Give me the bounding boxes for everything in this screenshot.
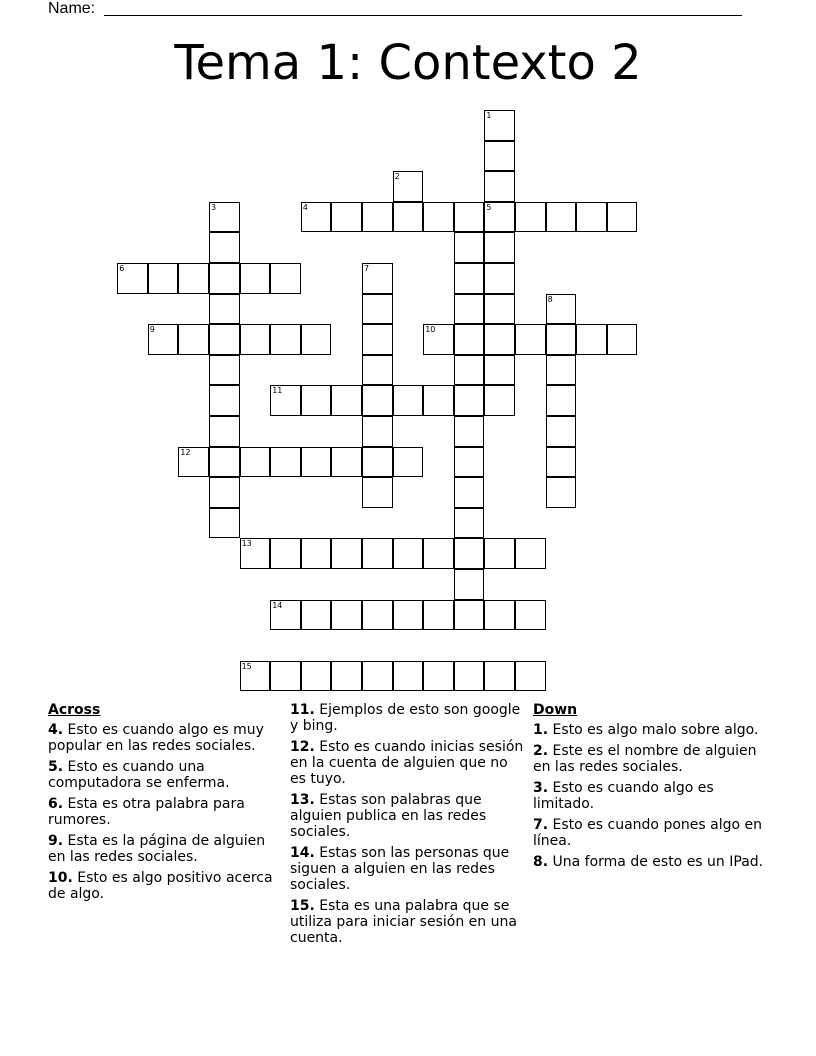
clue-item xyxy=(48,833,280,865)
crossword-cell[interactable] xyxy=(209,263,240,294)
crossword-cell[interactable] xyxy=(454,538,485,569)
crossword-cell[interactable] xyxy=(546,416,577,447)
crossword-cell[interactable] xyxy=(362,447,393,478)
crossword-cell[interactable] xyxy=(331,447,362,478)
crossword-cell[interactable] xyxy=(393,202,424,233)
clue-item-text: Esto es algo positivo acerca de algo. xyxy=(48,870,273,902)
clue-number: 9 xyxy=(149,325,155,335)
clue-item-text: Esto es cuando una computadora se enferma. xyxy=(48,759,230,791)
clue-number: 6 xyxy=(119,264,125,273)
clue-number: 8 xyxy=(547,294,553,304)
crossword-cell[interactable] xyxy=(117,263,148,294)
crossword-cell[interactable] xyxy=(393,171,424,202)
crossword-cell[interactable] xyxy=(454,202,485,233)
crossword-cell[interactable] xyxy=(607,324,638,355)
crossword-cell[interactable] xyxy=(209,447,240,478)
crossword-cell[interactable] xyxy=(423,202,454,233)
crossword-cell[interactable] xyxy=(301,661,332,692)
crossword-cell[interactable] xyxy=(362,294,393,325)
crossword-cell[interactable] xyxy=(515,600,546,631)
crossword-cell[interactable] xyxy=(515,661,546,692)
clue-item-number: 12. xyxy=(290,739,315,755)
clue-item-number: 2. xyxy=(533,743,549,759)
clue-number: 11 xyxy=(272,386,283,396)
crossword-cell[interactable] xyxy=(270,538,301,569)
crossword-cell[interactable] xyxy=(454,324,485,355)
clues-down-column xyxy=(533,702,769,875)
crossword-cell[interactable] xyxy=(484,202,515,233)
crossword-cell[interactable] xyxy=(178,447,209,478)
crossword-cell[interactable] xyxy=(423,385,454,416)
crossword-cell[interactable] xyxy=(209,202,240,233)
clue-item xyxy=(290,898,526,946)
clue-item xyxy=(48,870,280,902)
clue-number: 4 xyxy=(302,202,308,212)
crossword-cell[interactable] xyxy=(484,600,515,631)
clue-item-number: 3. xyxy=(533,780,549,796)
crossword-cell[interactable] xyxy=(209,508,240,539)
crossword-cell[interactable] xyxy=(454,569,485,600)
clue-number: 10 xyxy=(425,325,436,335)
clue-item-text: Esto es cuando algo es muy popular en las redes sociales. xyxy=(48,722,264,754)
clue-item xyxy=(533,780,769,812)
crossword-cell[interactable] xyxy=(209,232,240,263)
crossword-cell[interactable] xyxy=(454,416,485,447)
crossword-cell[interactable] xyxy=(362,538,393,569)
crossword-cell[interactable] xyxy=(423,538,454,569)
clue-number: 5 xyxy=(486,202,492,212)
crossword-cell[interactable] xyxy=(209,385,240,416)
crossword-cell[interactable] xyxy=(331,202,362,233)
crossword-cell[interactable] xyxy=(362,416,393,447)
crossword-cell[interactable] xyxy=(331,661,362,692)
crossword-cell[interactable] xyxy=(209,294,240,325)
crossword-cell[interactable] xyxy=(362,355,393,386)
crossword-cell[interactable] xyxy=(546,324,577,355)
crossword-cell[interactable] xyxy=(454,294,485,325)
clue-item-text: Estas son las personas que siguen a alguien en las redes sociales. xyxy=(290,845,510,893)
crossword-cell[interactable] xyxy=(301,202,332,233)
clue-number: 1 xyxy=(486,111,492,120)
crossword-cell[interactable] xyxy=(484,538,515,569)
clue-number: 14 xyxy=(272,600,283,610)
clue-item xyxy=(533,817,769,849)
crossword-cell[interactable] xyxy=(454,355,485,386)
crossword-cell[interactable] xyxy=(393,538,424,569)
crossword-cell[interactable] xyxy=(270,447,301,478)
crossword-cell[interactable] xyxy=(270,600,301,631)
clue-item-text: Estas son palabras que alguien publica en las redes sociales. xyxy=(290,792,487,840)
crossword-cell[interactable] xyxy=(148,263,179,294)
crossword-cell[interactable] xyxy=(178,324,209,355)
across-heading: Across xyxy=(48,702,101,718)
crossword-cell[interactable] xyxy=(148,324,179,355)
clue-number: 2 xyxy=(394,172,400,182)
clue-item-number: 4. xyxy=(48,722,64,738)
page-title: Tema 1: Contexto 2 xyxy=(174,35,642,91)
crossword-cell[interactable] xyxy=(270,324,301,355)
clue-item-text: Una forma de esto es un IPad. xyxy=(548,854,764,870)
clue-item-text: Esto es cuando pones algo en línea. xyxy=(533,817,762,849)
crossword-cell[interactable] xyxy=(546,355,577,386)
crossword-cell[interactable] xyxy=(178,263,209,294)
crossword-cell[interactable] xyxy=(209,355,240,386)
crossword-cell[interactable] xyxy=(484,355,515,386)
clues-across-column-2 xyxy=(290,702,526,951)
clue-item xyxy=(533,854,769,870)
crossword-cell[interactable] xyxy=(209,416,240,447)
clue-item-text: Esta es la página de alguien en las redes sociales. xyxy=(48,833,266,865)
clue-item-number: 8. xyxy=(533,854,549,870)
crossword-cell[interactable] xyxy=(362,385,393,416)
clue-item xyxy=(48,722,280,754)
crossword-cell[interactable] xyxy=(209,477,240,508)
clues-across-column-1 xyxy=(48,702,280,907)
clue-number: 13 xyxy=(241,539,252,549)
crossword-cell[interactable] xyxy=(423,661,454,692)
crossword-cell[interactable] xyxy=(362,202,393,233)
crossword-cell[interactable] xyxy=(362,661,393,692)
crossword-cell[interactable] xyxy=(393,600,424,631)
crossword-cell[interactable] xyxy=(270,661,301,692)
crossword-cell[interactable] xyxy=(484,324,515,355)
clue-item-text: Esto es algo malo sobre algo. xyxy=(548,722,759,738)
clue-item xyxy=(290,739,526,787)
crossword-cell[interactable] xyxy=(240,538,271,569)
crossword-cell[interactable] xyxy=(270,263,301,294)
crossword-cell[interactable] xyxy=(515,538,546,569)
crossword-cell[interactable] xyxy=(331,385,362,416)
crossword-cell[interactable] xyxy=(484,294,515,325)
clue-item-text: Ejemplos de esto son google y bing. xyxy=(290,702,521,734)
crossword-cell[interactable] xyxy=(546,447,577,478)
clue-item-text: Esta es otra palabra para rumores. xyxy=(48,796,245,828)
clue-number: 12 xyxy=(180,447,191,457)
crossword-cell[interactable] xyxy=(240,661,271,692)
crossword-cell[interactable] xyxy=(607,202,638,233)
crossword-cell[interactable] xyxy=(209,324,240,355)
crossword-cell[interactable] xyxy=(240,447,271,478)
crossword-cell[interactable] xyxy=(331,600,362,631)
crossword-cell[interactable] xyxy=(240,324,271,355)
clue-item xyxy=(48,759,280,791)
crossword-cell[interactable] xyxy=(546,477,577,508)
crossword-cell[interactable] xyxy=(362,324,393,355)
crossword-cell[interactable] xyxy=(331,538,362,569)
crossword-cell[interactable] xyxy=(484,385,515,416)
clue-item-text: Esto es cuando algo es limitado. xyxy=(533,780,714,812)
crossword-cell[interactable] xyxy=(454,232,485,263)
crossword-cell[interactable] xyxy=(423,324,454,355)
crossword-cell[interactable] xyxy=(576,202,607,233)
crossword-cell[interactable] xyxy=(362,600,393,631)
crossword-cell[interactable] xyxy=(362,477,393,508)
clue-item-text: Este es el nombre de alguien en las redes sociales. xyxy=(533,743,757,775)
clue-item xyxy=(48,796,280,828)
clue-item-number: 9. xyxy=(48,833,64,849)
crossword-cell[interactable] xyxy=(270,385,301,416)
crossword-cell[interactable] xyxy=(301,324,332,355)
clue-item xyxy=(290,702,526,734)
crossword-cell[interactable] xyxy=(546,385,577,416)
crossword-cell[interactable] xyxy=(454,600,485,631)
crossword-cell[interactable] xyxy=(576,324,607,355)
crossword-cell[interactable] xyxy=(454,477,485,508)
clue-item xyxy=(290,792,526,840)
clue-item xyxy=(533,722,769,738)
clue-number: 7 xyxy=(364,264,370,273)
clue-number: 15 xyxy=(241,661,252,671)
crossword-cell[interactable] xyxy=(301,600,332,631)
clue-item-number: 1. xyxy=(533,722,549,738)
clue-item-text: Esto es cuando inicias sesión en la cuenta de alguien que no es tuyo. xyxy=(290,739,524,787)
crossword-cell[interactable] xyxy=(454,385,485,416)
clue-item-number: 11. xyxy=(290,702,315,718)
clue-item-number: 6. xyxy=(48,796,64,812)
crossword-cell[interactable] xyxy=(362,263,393,294)
clue-item-number: 7. xyxy=(533,817,549,833)
crossword-cell[interactable] xyxy=(301,447,332,478)
crossword-cell[interactable] xyxy=(484,171,515,202)
crossword-cell[interactable] xyxy=(454,661,485,692)
crossword-cell[interactable] xyxy=(454,263,485,294)
clue-number: 3 xyxy=(211,202,217,212)
crossword-cell[interactable] xyxy=(484,263,515,294)
name-label: Name: xyxy=(48,0,96,17)
clue-item-text: Esta es una palabra que se utiliza para iniciar sesión en una cuenta. xyxy=(290,898,517,946)
crossword-cell[interactable] xyxy=(515,324,546,355)
crossword-cell[interactable] xyxy=(393,447,424,478)
crossword-cell[interactable] xyxy=(301,385,332,416)
crossword-cell[interactable] xyxy=(454,447,485,478)
crossword-cell[interactable] xyxy=(301,538,332,569)
crossword-cell[interactable] xyxy=(484,661,515,692)
crossword-cell[interactable] xyxy=(546,202,577,233)
crossword-cell[interactable] xyxy=(515,202,546,233)
crossword-cell[interactable] xyxy=(484,110,515,141)
crossword-cell[interactable] xyxy=(546,294,577,325)
clue-item-number: 5. xyxy=(48,759,64,775)
clue-item-number: 15. xyxy=(290,898,315,914)
crossword-cell[interactable] xyxy=(240,263,271,294)
clue-item xyxy=(290,845,526,893)
clue-item xyxy=(533,743,769,775)
clue-item-number: 14. xyxy=(290,845,315,861)
crossword-cell[interactable] xyxy=(454,508,485,539)
crossword-cell[interactable] xyxy=(423,600,454,631)
clue-item-number: 10. xyxy=(48,870,73,886)
down-heading: Down xyxy=(533,702,578,718)
crossword-cell[interactable] xyxy=(393,385,424,416)
clue-item-number: 13. xyxy=(290,792,315,808)
crossword-cell[interactable] xyxy=(393,661,424,692)
crossword-cell[interactable] xyxy=(484,232,515,263)
crossword-cell[interactable] xyxy=(484,141,515,172)
